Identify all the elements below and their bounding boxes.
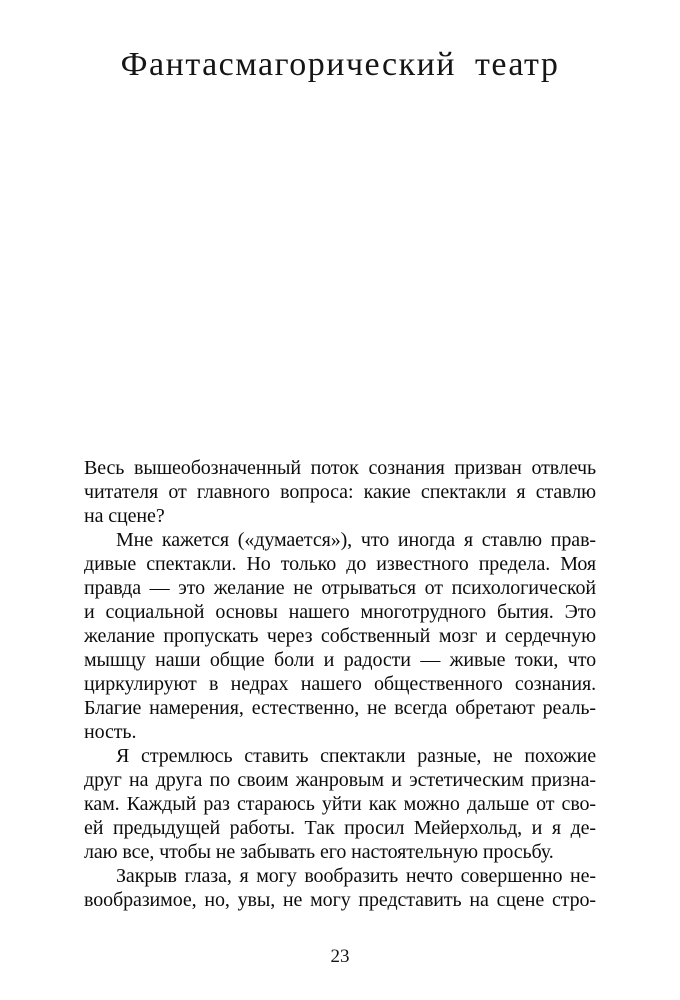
text-line: Закрыв глаза, я могу вообразить нечто совершенно не- (116, 865, 596, 887)
text-line: Благие намерения, естественно, не всегда обретают реаль- (84, 697, 596, 719)
text-line: друг на друга по своим жанровым и эстетическим призна- (84, 769, 596, 791)
text-line: читателя от главного вопроса: какие спектакли я ставлю (84, 481, 596, 503)
text-line: Я стремлюсь ставить спектакли разные, не похожие (116, 745, 596, 767)
body-text (84, 456, 596, 912)
paragraph (84, 744, 596, 864)
paragraph (84, 456, 596, 528)
paragraph (84, 528, 596, 744)
text-line: дивые спектакли. Но только до известного предела. Моя (84, 553, 596, 575)
text-line: желание пропускать через собственный мозг и сердечную (84, 625, 596, 647)
text-line: ей предыдущей работы. Так просил Мейерхольд, и я де- (84, 817, 596, 839)
text-line: Весь вышеобозначенный поток сознания призван отвлечь (84, 457, 596, 479)
text-line: циркулируют в недрах нашего общественного сознания. (84, 673, 596, 695)
chapter-title: Фантасмагорический театр (120, 46, 560, 83)
text-line: ность. (84, 721, 137, 743)
paragraph (84, 864, 596, 912)
text-line: и социальной основы нашего многотрудного бытия. Это (84, 601, 596, 623)
text-line: лаю все, чтобы не забывать его настоятельную просьбу. (84, 841, 554, 863)
text-line: кам. Каждый раз стараюсь уйти как можно дальше от сво- (84, 793, 596, 815)
text-line: мышцу наши общие боли и радости — живые токи, что (84, 649, 596, 671)
text-line: на сцене? (84, 505, 165, 527)
text-line: правда — это желание не отрываться от психологической (84, 577, 596, 599)
text-line: Мне кажется («думается»), что иногда я ставлю прав- (116, 529, 596, 551)
page-number: 23 (330, 946, 350, 967)
text-line: вообразимое, но, увы, не могу представить на сцене стро- (84, 889, 596, 911)
